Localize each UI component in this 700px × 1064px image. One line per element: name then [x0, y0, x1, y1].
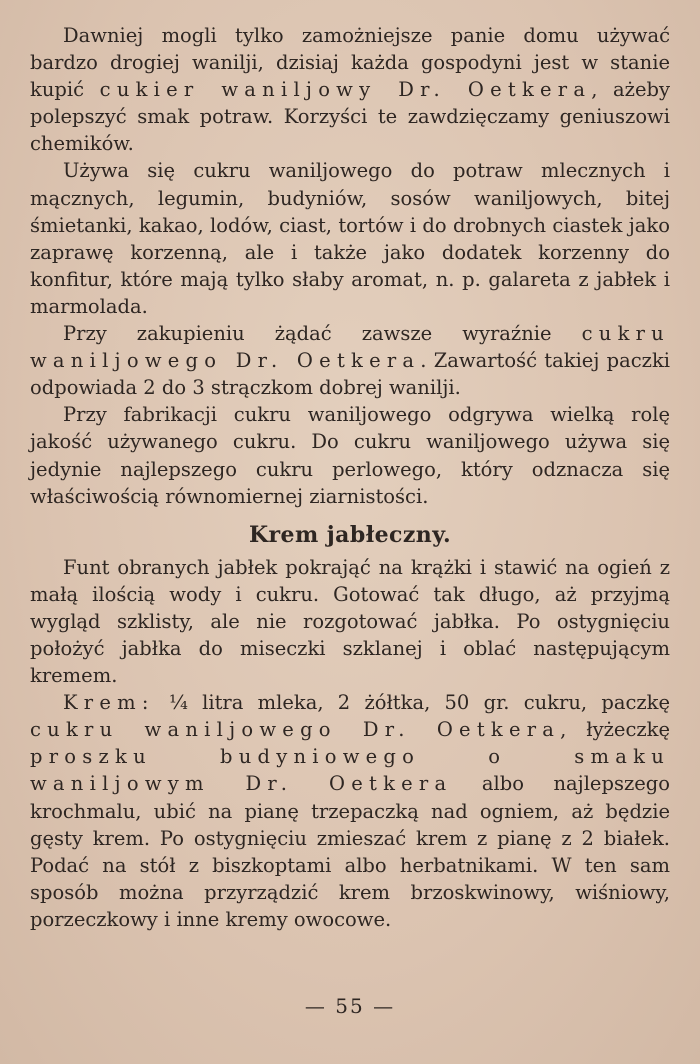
page-number: — 55 —	[304, 994, 396, 1018]
text-run: ¼ litra mleka, 2 żółtka, 50 gr. cukru, paczkę	[154, 691, 670, 715]
text-run: Dawniej mogli tylko zamożniejsze panie domu używać bardzo drogiej wanilji, dzisiaj każda gospodyni jest w stanie kupić	[30, 24, 670, 102]
text-run: , ażeby polepszyć smak potraw. Korzyści te zawdzięczamy geniuszowi chemików.	[30, 78, 670, 156]
section-heading: Krem jabłeczny.	[248, 521, 452, 548]
spaced-text-run: cukru waniljowego Dr. Oetkera	[30, 718, 561, 742]
page-content	[30, 22, 670, 933]
recipe-paragraph-1	[30, 554, 670, 689]
text-run: , łyżeczkę	[560, 718, 670, 742]
text-run: . Zawartość takiej paczki odpowiada 2 do 3 strączkom dobrej wanilji.	[30, 349, 670, 400]
spaced-text-run: cukier waniljowy Dr. Oetkera	[99, 78, 592, 102]
spaced-text-run: Krem:	[63, 691, 155, 715]
paragraph-1	[30, 22, 670, 157]
text-run: Używa się cukru waniljowego do potraw mlecznych i mącznych, legumin, budyniów, sosów waniljowych, bitej śmietanki, kakao, lodów, ciast, tortów i do drobnych ciastek jako zaprawę korzenną, ale i także jako dodatek korzenny do konfitur, które mają tylko słaby aromat, n. p. galareta z jabłek i marmolada.	[30, 159, 670, 318]
text-run: Funt obranych jabłek pokrająć na krążki i stawić na ogień z małą ilością wody i cukru. Gotować tak długo, aż przyjmą wygląd szklisty, ale nie rozgotować jabłka. Po ostygnięciu położyć jabłka do miseczki szklanej i oblać następującym kremem.	[30, 555, 670, 688]
paragraph-4	[30, 401, 670, 509]
recipe-paragraph-2	[30, 689, 670, 933]
text-run: Przy fabrikacji cukru waniljowego odgrywa wielką rolę jakość używanego cukru. Do cukru waniljowego używa się jedynie najlepszego cukru perlowego, który odznacza się właściwością równomiernej ziarnistości.	[30, 403, 670, 508]
text-run: albo najlepszego krochmalu, ubić na pianę trzepaczką nad ogniem, aż będzie gęsty krem. Po ostygnięciu zmieszać krem z pianę z 2 białek. Podać na stół z biszkoptami albo herbatnikami. W ten sam sposób można przyrządzić krem brzoskwinowy, wiśniowy, porzeczkowy i inne kremy owocowe.	[30, 772, 670, 931]
paragraph-3	[30, 320, 670, 401]
spaced-text-run: proszku budyniowego o smaku waniljowym Dr. Oetkera	[30, 745, 670, 796]
paragraph-2	[30, 157, 670, 320]
spaced-text-run: cukru waniljowego Dr. Oetkera	[30, 322, 670, 373]
text-run: Przy zakupieniu żądać zawsze wyraźnie	[63, 322, 582, 346]
